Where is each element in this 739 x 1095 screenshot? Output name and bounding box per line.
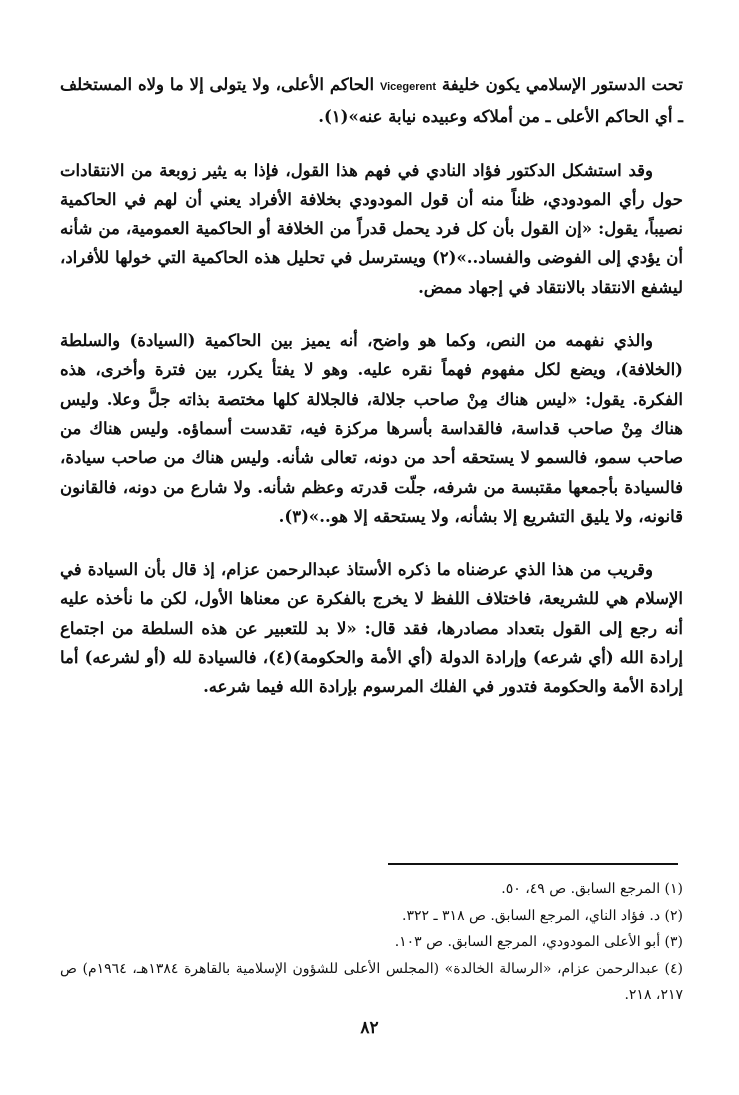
paragraph-1: [60, 70, 683, 132]
footnote-1: (١) المرجع السابق. ص ٤٩، ٥٠.: [501, 881, 683, 897]
paragraph-4: وقريب من هذا الذي عرضناه ما ذكره الأستاذ عبدالرحمن عزام، إذ قال بأن السيادة في الإسلام هي للشريعة، فاختلاف اللفظ لا يخرج بالفكرة عن معناها الأول، لكن ما نأخذه عليه أنه رجع إلى القول بتعداد مصادرها، فقد قال: «لا بد للتعبير عن هذه السلطة من اجتماع إرادة الله (أي شرعه) وإرادة الدولة (أي الأمة والحكومة)(٤)، فالسيادة لله (أو لشرعه) أما إرادة الأمة والحكومة فتدور في الفلك المرسوم بإرادة الله فيما شرعه.: [60, 560, 683, 697]
paragraph-2: وقد استشكل الدكتور فؤاد النادي في فهم هذا القول، فإذا به يثير زوبعة من الانتقادات حول رأي المودودي، ظناً منه أن قول المودودي بخلافة الأفراد يعني أن لهم في الحاكمية نصيباً، يقول: «إن القول بأن كل فرد يحمل قدراً من الخلافة أو الحاكمية العمومية، من شأنه أن يؤدي إلى الفوضى والفساد..»(٢) ويسترسل في تحليل هذه الحاكمية التي خولها للأفراد، ليشفع الانتقاد بالانتقاد في إجهاد ممض.: [60, 160, 683, 297]
footnote-divider: [388, 863, 678, 865]
latin-term: Vicegerent: [379, 81, 437, 93]
paragraph-3: والذي نفهمه من النص، وكما هو واضح، أنه يميز بين الحاكمية (السيادة) والسلطة (الخلافة)، ويضع لكل مفهوم فهماً نقره عليه. وهو لا يفتأ يكرر، بين فترة وأخرى، هذه الفكرة. يقول: «ليس هناك مِنْ صاحب جلالة، فالجلالة كلها مختصة بذاته جلَّ وعلا. وليس هناك مِنْ صاحب قداسة، فالقداسة بأسرها مركزة فيه، تقدست أسماؤه. وليس هناك من صاحب سمو، فالسمو لا يستحقه أحد من دونه، تعالى شأنه. وليس هناك من صاحب سيادة، فالسيادة بأجمعها مقتبسة من شرفه، جلّت قدرته وعظم شأنه. ولا شارع من دونه، فالقانون قانونه، ولا يليق التشريع إلا بشأنه، ولا يستحقه إلا هو..»(٣).: [60, 331, 683, 526]
page-number: ٨٢: [360, 1018, 379, 1038]
paragraph-1-part-b: الحاكم الأعلى، ولا يتولى إلا ما ولاه المستخلف ـ أي الحاكم الأعلى ـ من أملاكه وعبيده نيابة عنه»(١).: [60, 75, 683, 127]
footnote-3: (٣) أبو الأعلى المودودي، المرجع السابق. ص ١٠٣.: [394, 934, 683, 950]
footnote-4: (٤) عبدالرحمن عزام، «الرسالة الخالدة» (المجلس الأعلى للشؤون الإسلامية بالقاهرة ١٣٨٤هـ، ١٩٦٤م) ص ٢١٧، ٢١٨.: [60, 960, 684, 1003]
main-text: [60, 70, 683, 726]
footnote-2: (٢) د. فؤاد الناي، المرجع السابق. ص ٣١٨ ـ ٣٢٢.: [402, 907, 683, 924]
footnotes: [60, 876, 683, 1009]
paragraph-1-part-a: تحت الدستور الإسلامي يكون خليفة: [436, 75, 684, 94]
